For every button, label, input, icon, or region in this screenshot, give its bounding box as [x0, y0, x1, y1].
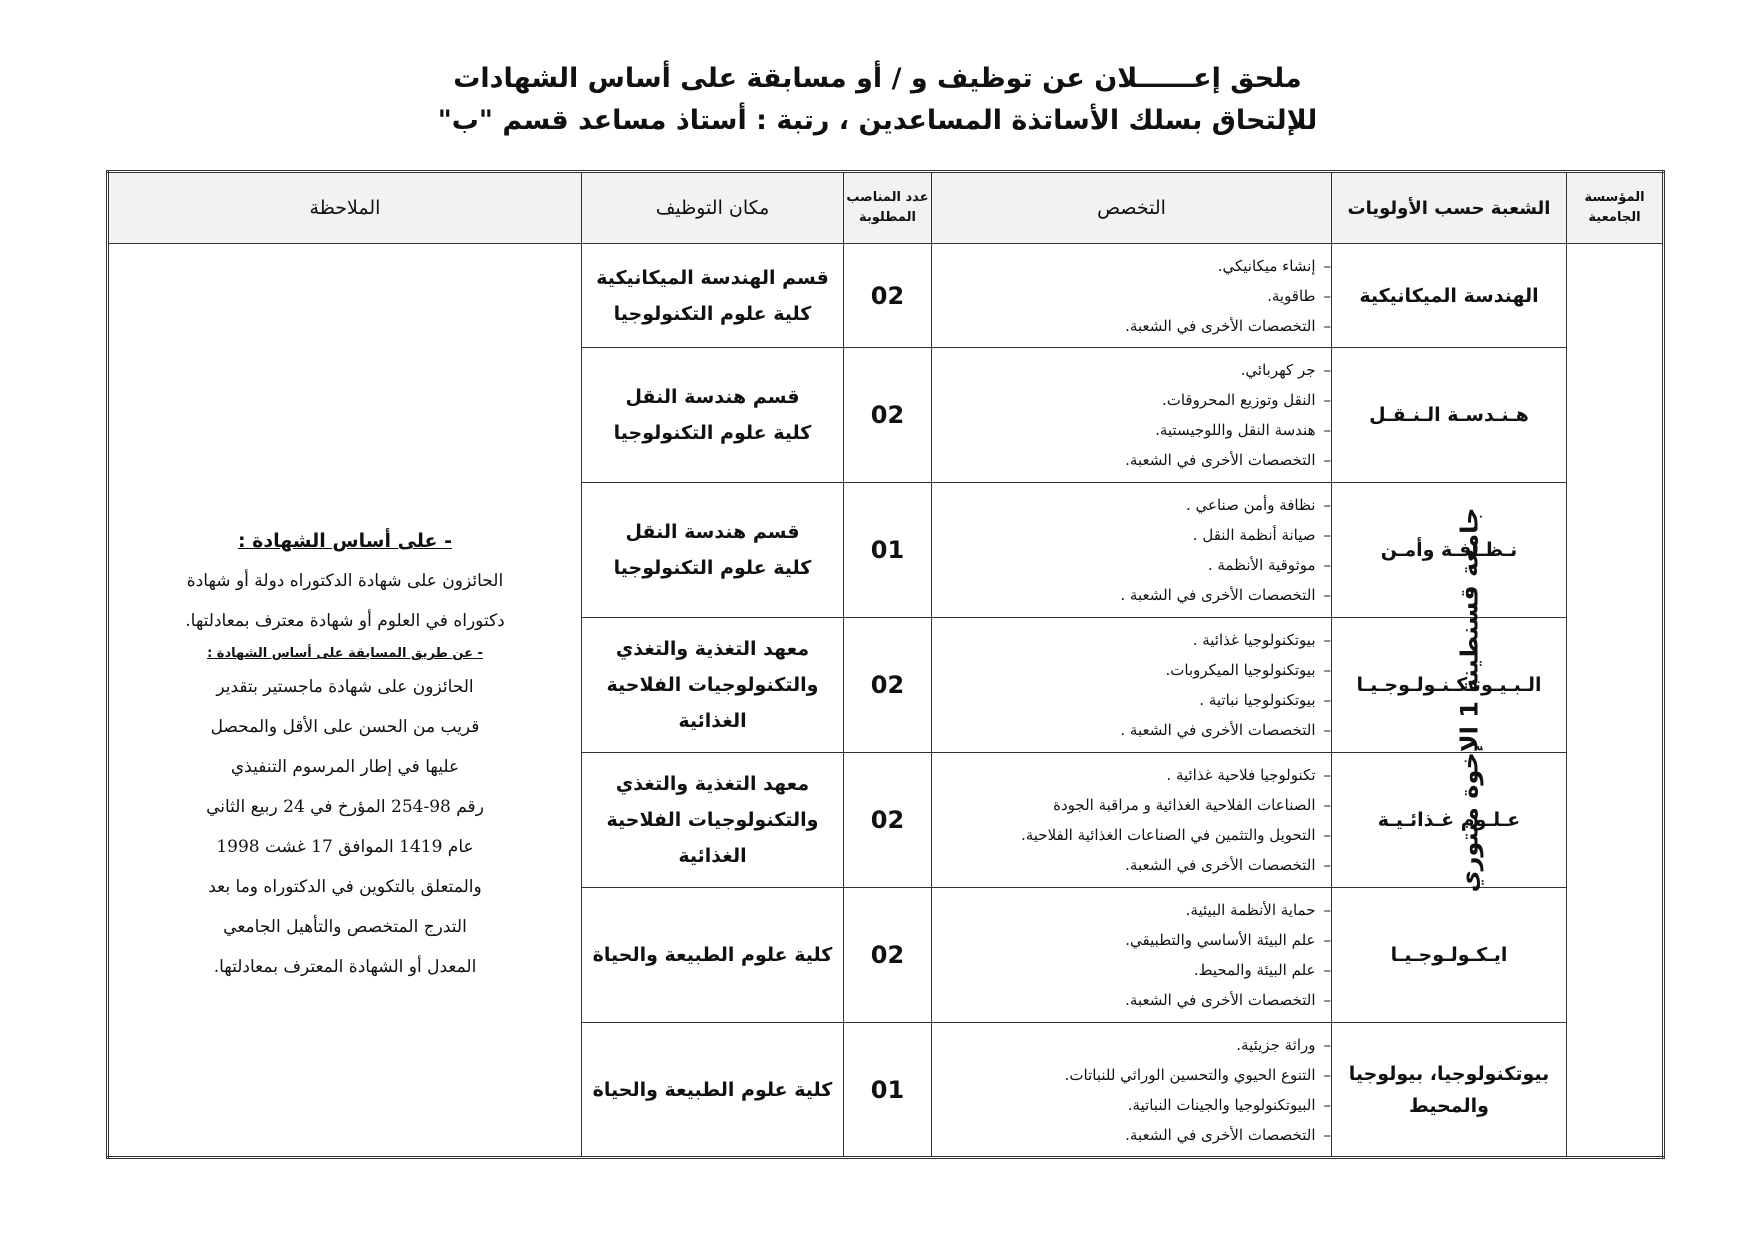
- specialty-item: – التحويل والتثمين في الصناعات الغذائية الفلاحية.: [932, 820, 1331, 850]
- specialty-item: – طاقوية.: [932, 281, 1331, 311]
- positions-count: 02: [844, 753, 932, 888]
- specialty-item: – علم البيئة الأساسي والتطبيقي.: [932, 925, 1331, 955]
- specialty-cell: [932, 244, 1332, 348]
- specialty-list: [932, 1030, 1331, 1150]
- specialty-item: – نظافة وأمن صناعي .: [932, 490, 1331, 520]
- specialty-item: – بيوتكنولوجيا غذائية .: [932, 625, 1331, 655]
- positions-count: 01: [844, 483, 932, 618]
- specialty-item: – هندسة النقل واللوجيستية.: [932, 415, 1331, 445]
- place-cell: [582, 753, 844, 888]
- note-line: والمتعلق بالتكوين في الدكتوراه وما بعد: [208, 877, 482, 897]
- header-institution-line2: الجامعية: [1588, 210, 1641, 225]
- title-line-2: للإلتحاق بسلك الأساتذة المساعدين ، رتبة : أستاذ مساعد قسم "ب": [437, 105, 1318, 136]
- place-line: كلية علوم الطبيعة والحياة: [592, 944, 833, 966]
- specialty-list: [932, 251, 1331, 341]
- specialty-list: [932, 355, 1331, 475]
- place-line: الغذائية: [678, 710, 747, 732]
- place-line: معهد التغذية والتغذي: [615, 638, 810, 660]
- note-line: الحائزون على شهادة ماجستير بتقدير: [216, 677, 474, 697]
- place-cell: [582, 244, 844, 348]
- specialty-item: – إنشاء ميكانيكي.: [932, 251, 1331, 281]
- note-heading-competition: - عن طريق المسابقة على أساس الشهادة :: [207, 646, 483, 661]
- specialty-cell: [932, 618, 1332, 753]
- note-line: المعدل أو الشهادة المعترف بمعادلتها.: [213, 957, 477, 977]
- note-line: الحائزون على شهادة الدكتوراه دولة أو شهادة: [186, 571, 504, 591]
- specialty-item: – التخصصات الأخرى في الشعبة.: [932, 311, 1331, 341]
- header-branch: الشعبة حسب الأولويات: [1332, 172, 1567, 244]
- place-line: كلية علوم الطبيعة والحياة: [592, 1078, 833, 1101]
- branch-line: والمحيط: [1409, 1094, 1489, 1117]
- specialty-cell: [932, 348, 1332, 483]
- specialty-list: [932, 490, 1331, 610]
- place-line: الغذائية: [678, 845, 747, 867]
- specialty-cell: [932, 483, 1332, 618]
- specialty-item: – جر كهربائي.: [932, 355, 1331, 385]
- note-heading-certificate: - على أساس الشهادة :: [237, 530, 453, 552]
- specialty-cell: [932, 1023, 1332, 1158]
- place-line: قسم هندسة النقل: [625, 386, 800, 408]
- specialty-item: – تكنولوجيا فلاحية غذائية .: [932, 760, 1331, 790]
- specialty-item: – التخصصات الأخرى في الشعبة.: [932, 445, 1331, 475]
- specialty-list: [932, 895, 1331, 1015]
- specialty-item: – التنوع الحيوي والتحسين الوراثي للنباتات.: [932, 1060, 1331, 1090]
- institution-cell: [1455, 244, 1664, 1158]
- header-institution-line1: المؤسسة: [1584, 190, 1645, 205]
- branch-cell: هـنـدسـة الـنـقـل: [1332, 348, 1567, 483]
- announcement-title: [0, 58, 1755, 142]
- positions-count: 02: [844, 348, 932, 483]
- place-cell: [582, 1023, 844, 1158]
- note-line: قريب من الحسن على الأقل والمحصل: [210, 717, 480, 737]
- header-positions-line1: عدد المناصب: [846, 190, 929, 205]
- specialty-item: – صيانة أنظمة النقل .: [932, 520, 1331, 550]
- table-row: [108, 244, 1664, 348]
- place-line: كلية علوم التكنولوجيا: [613, 302, 812, 325]
- specialty-list: [932, 760, 1331, 880]
- header-specialty: التخصص: [932, 172, 1332, 244]
- place-line: والتكنولوجيات الفلاحية: [606, 674, 819, 696]
- specialty-cell: [932, 753, 1332, 888]
- specialty-item: – النقل وتوزيع المحروقات.: [932, 385, 1331, 415]
- positions-count: 02: [844, 244, 932, 348]
- place-line: كلية علوم التكنولوجيا: [613, 557, 812, 579]
- place-line: كلية علوم التكنولوجيا: [613, 422, 812, 444]
- specialty-item: – التخصصات الأخرى في الشعبة.: [932, 850, 1331, 880]
- specialty-item: – علم البيئة والمحيط.: [932, 955, 1331, 985]
- place-cell: [582, 888, 844, 1023]
- branch-line: بيوتكنولوجيا، بيولوجيا: [1348, 1062, 1550, 1085]
- specialty-item: – بيوتكنولوجيا نباتية .: [932, 685, 1331, 715]
- header-positions-line2: المطلوبة: [859, 210, 916, 225]
- title-line-1: ملحق إعــــــلان عن توظيف و / أو مسابقة على أساس الشهادات: [453, 63, 1302, 94]
- place-line: قسم الهندسة الميكانيكية: [596, 266, 829, 289]
- place-line: قسم هندسة النقل: [625, 521, 800, 543]
- header-positions: [844, 172, 932, 244]
- positions-count: 02: [844, 888, 932, 1023]
- specialty-item: – التخصصات الأخرى في الشعبة .: [932, 715, 1331, 745]
- institution-name: جامعة قسنطينة 1 الإخوة منتوري: [1455, 507, 1484, 893]
- place-cell: [582, 483, 844, 618]
- note-line: عليها في إطار المرسوم التنفيذي: [230, 757, 460, 777]
- specialty-item: – البيوتكنولوجيا والجينات النباتية.: [932, 1090, 1331, 1120]
- note-content: [109, 521, 581, 987]
- table-header-row: [108, 172, 1664, 244]
- note-line: دكتوراه في العلوم أو شهادة معترف بمعادلتها.: [185, 611, 505, 631]
- place-cell: [582, 618, 844, 753]
- branch-cell: نـظـافـة وأمـن: [1332, 483, 1567, 618]
- positions-count: 01: [844, 1023, 932, 1158]
- note-line: التدرج المتخصص والتأهيل الجامعي: [223, 917, 467, 937]
- specialty-item: – التخصصات الأخرى في الشعبة.: [932, 985, 1331, 1015]
- specialty-list: [932, 625, 1331, 745]
- note-line: رقم 98-254 المؤرخ في 24 ربيع الثاني: [206, 797, 484, 817]
- place-cell: [582, 348, 844, 483]
- header-note: الملاحظة: [108, 172, 582, 244]
- place-line: والتكنولوجيات الفلاحية: [606, 809, 819, 831]
- branch-cell: [1332, 1023, 1567, 1158]
- specialty-item: – موثوقية الأنظمة .: [932, 550, 1331, 580]
- branch-cell: الـبـيـوتـكـنـولـوجـيـا: [1332, 618, 1567, 753]
- branch-cell: ايـكـولـوجـيـا: [1332, 888, 1567, 1023]
- branch-cell: الهندسة الميكانيكية: [1332, 244, 1567, 348]
- specialty-item: – التخصصات الأخرى في الشعبة .: [932, 580, 1331, 610]
- specialty-item: – وراثة جزيئية.: [932, 1030, 1331, 1060]
- positions-count: 02: [844, 618, 932, 753]
- specialty-item: – الصناعات الفلاحية الغذائية و مراقبة الجودة: [932, 790, 1331, 820]
- note-line: عام 1419 الموافق 17 غشت 1998: [216, 837, 474, 857]
- branch-cell: عـلـوم غـذائـيـة: [1332, 753, 1567, 888]
- specialty-item: – التخصصات الأخرى في الشعبة.: [932, 1120, 1331, 1150]
- specialty-item: – حماية الأنظمة البيئية.: [932, 895, 1331, 925]
- specialty-item: – بيوتكنولوجيا الميكروبات.: [932, 655, 1331, 685]
- note-cell: [108, 244, 582, 1158]
- positions-table: [106, 170, 1665, 1159]
- place-line: معهد التغذية والتغذي: [615, 773, 810, 795]
- specialty-cell: [932, 888, 1332, 1023]
- header-place: مكان التوظيف: [582, 172, 844, 244]
- header-institution: [1567, 172, 1664, 244]
